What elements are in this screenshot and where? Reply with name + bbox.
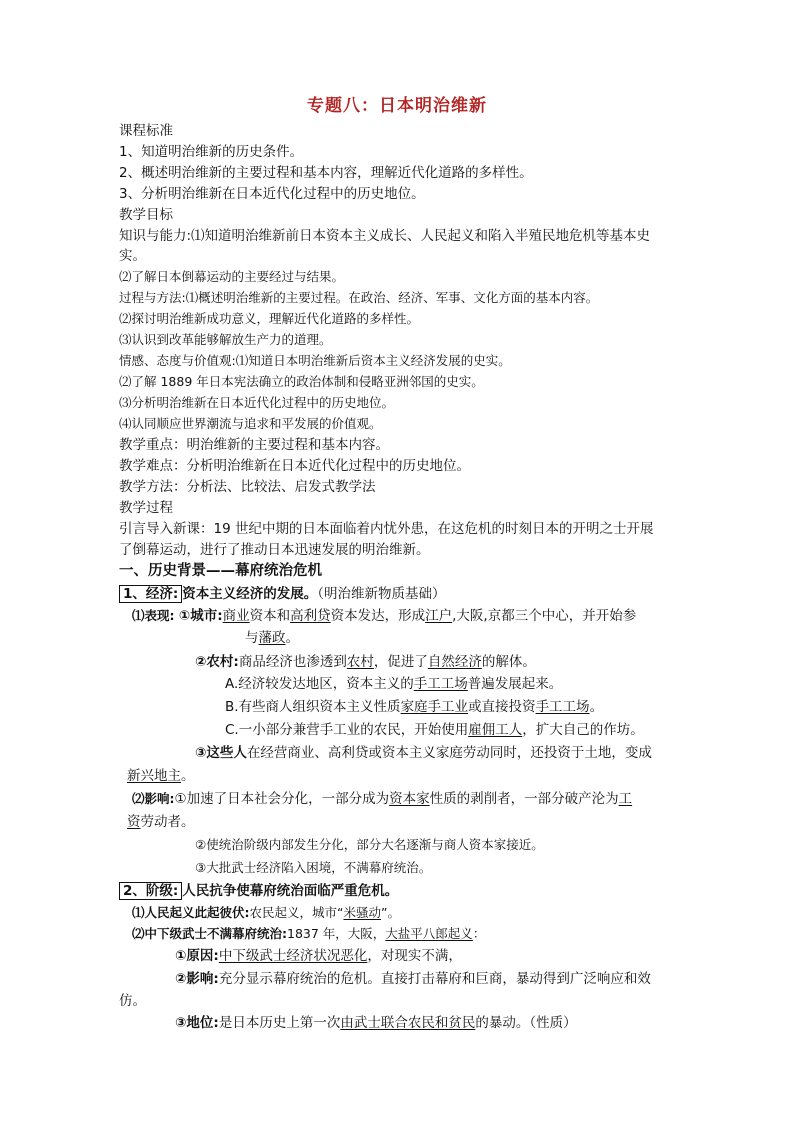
- status-line: [175, 1013, 577, 1033]
- term-capitalist: 资本家: [389, 791, 430, 807]
- term-natural-economy: 自然经济: [427, 654, 482, 670]
- rural-text: 的解体。: [481, 654, 536, 670]
- point-a-text: 普遍发展起来。: [467, 676, 563, 692]
- influence-text: 劳动者。: [140, 814, 195, 830]
- uprising-line: [132, 903, 400, 923]
- uprising-label: ⑴人民起义此起彼伏:: [132, 905, 250, 920]
- city-text: 资本发达，形成: [330, 608, 426, 624]
- cause-label: ①原因:: [175, 948, 219, 964]
- influence-text: ①加速了日本社会分化，一部分成为: [174, 791, 390, 807]
- samurai-line: [132, 924, 485, 944]
- goal-knowledge-1b: 实。: [119, 248, 146, 264]
- point-c-text: ，扩大自己的作坊。: [522, 722, 644, 738]
- point-b-text: 或直接投资: [468, 699, 536, 715]
- term-oshio-uprising: 大盐平八郎起义: [385, 926, 473, 941]
- term-edo: 江户: [425, 608, 453, 624]
- term-workshop: 手工工场: [535, 699, 590, 715]
- cause-text: ，对现实不满，: [367, 948, 462, 964]
- section-heading-background: 一、历史背景——幕府统治危机: [119, 563, 322, 579]
- teaching-focus: 教学重点：明治维新的主要过程和基本内容。: [119, 437, 389, 453]
- point-a: [225, 674, 562, 694]
- city-text: 与: [245, 630, 259, 646]
- class-label: 2、阶级:: [119, 882, 182, 900]
- teaching-method: 教学方法：分析法、比较法、启发式教学法: [119, 479, 376, 495]
- point-c: [225, 720, 644, 740]
- samurai-text: ：: [472, 926, 486, 941]
- term-usury: 高利贷: [290, 608, 331, 624]
- cause-line: [175, 946, 462, 966]
- point-b-text: B.有些商人组织资本主义性质: [225, 699, 401, 715]
- effect-text: 充分显示幕府统治的危机。直接打击幕府和巨商，暴动得到广泛响应和效: [218, 971, 651, 987]
- status-label: ③地位:: [175, 1015, 219, 1031]
- term-new-landlord: 新兴地主: [127, 768, 181, 784]
- rural-line: [195, 652, 536, 672]
- these-people-line-2: [127, 766, 195, 786]
- curriculum-item-1: 1、知道明治维新的历史条件。: [119, 144, 304, 160]
- teaching-difficulty: 教学难点：分析明治维新在日本近代化过程中的历史地位。: [119, 458, 470, 474]
- these-people-text: 在经营商业、高利贷或资本主义家庭劳动同时，还投资于土地，变成: [246, 745, 652, 761]
- term-wage: 资: [127, 814, 141, 830]
- term-commerce: 商业: [222, 608, 250, 624]
- city-text: 。: [285, 630, 299, 646]
- effect-line-2: 仿。: [119, 993, 146, 1009]
- intro-line-2: 了倒幕运动，进行了推动日本迅速发展的明治维新。: [119, 542, 430, 558]
- effect-line: [175, 969, 651, 989]
- intro-line-1: 引言导入新课：19 世纪中期的日本面临着内忧外患，在这危机的时刻日本的开明之士开展: [119, 521, 654, 537]
- status-text: 是日本历史上第一次: [218, 1015, 341, 1031]
- term-wage: 工: [618, 791, 633, 807]
- influence-line-2: [127, 812, 195, 832]
- term-hired-workers: 雇佣工人: [468, 722, 523, 738]
- economy-line: [119, 584, 446, 604]
- city-line: [132, 606, 636, 626]
- term-countryside: 农村: [346, 654, 374, 670]
- city-label: ①城市:: [178, 608, 223, 624]
- city-line-2: [245, 628, 299, 648]
- goal-emotion-2: ⑵了解 1889 年日本宪法确立的政治体制和侵略亚洲邻国的史实。: [119, 374, 484, 389]
- point-b-text: 。: [589, 699, 604, 715]
- process-heading: 教学过程: [119, 500, 173, 516]
- goal-process-1: 过程与方法:⑴概述明治维新的主要过程。在政治、经济、军事、文化方面的基本内容。: [119, 290, 599, 305]
- these-people-text: 。: [181, 768, 195, 784]
- city-text: 资本和: [249, 608, 291, 624]
- goals-heading: 教学目标: [119, 207, 173, 223]
- class-text: 人民抗争使幕府统治面临严重危机。: [182, 883, 399, 899]
- influence-line: [132, 789, 632, 809]
- influence-3: ③大批武士经济陷入困境，不满幕府统治。: [195, 860, 432, 875]
- economy-note: （明治维新物质基础）: [317, 586, 446, 602]
- term-economic-decline: 中下级武士经济状况恶化: [218, 948, 368, 964]
- status-text: 的暴动。（性质）: [475, 1015, 577, 1031]
- point-a-text: A.经济较发达地区，资本主义的: [225, 676, 414, 692]
- goal-emotion-4: ⑷认同顺应世界潮流与追求和平发展的价值观。: [119, 416, 382, 431]
- samurai-text: 1837 年，大阪，: [287, 926, 386, 941]
- term-samurai-alliance: 由武士联合农民和贫民: [340, 1015, 476, 1031]
- rural-text: 商品经济也渗透到: [238, 654, 347, 670]
- these-people-line: [195, 743, 652, 763]
- effect-label: ②影响:: [175, 971, 219, 987]
- point-c-text: C.一小部分兼营手工业的农民，开始使用: [225, 722, 469, 738]
- goal-process-2: ⑵探讨明治维新成功意义，理解近代化道路的多样性。: [119, 311, 420, 326]
- economy-label: 1、经济:: [119, 585, 182, 603]
- page-title: 专题八：日本明治维新: [307, 96, 487, 116]
- term-rice-riot: 米骚动: [343, 905, 381, 920]
- influence-2: ②使统治阶级内部发生分化，部分大名逐渐与商人资本家接近。: [195, 837, 544, 852]
- samurai-label: ⑵中下级武士不满幕府统治:: [132, 926, 287, 941]
- term-family-handicraft: 家庭手工业: [400, 699, 469, 715]
- rural-text: ，促进了: [373, 654, 428, 670]
- influence-label: ⑵影响:: [132, 791, 175, 806]
- goal-process-3: ⑶认识到改革能够解放生产力的道理。: [119, 332, 332, 347]
- uprising-text: 农民起义，城市“: [249, 905, 344, 920]
- manifestation-label: ⑴表现:: [132, 608, 175, 623]
- point-b: [225, 697, 603, 717]
- goal-knowledge-2: ⑵了解日本倒幕运动的主要经过与结果。: [119, 269, 345, 284]
- curriculum-item-3: 3、分析明治维新在日本近代化过程中的历史地位。: [119, 186, 425, 202]
- curriculum-item-2: 2、概述明治维新的主要过程和基本内容，理解近代化道路的多样性。: [119, 165, 533, 181]
- goal-emotion-3: ⑶分析明治维新在日本近代化过程中的历史地位。: [119, 395, 395, 410]
- rural-label: ②农村:: [195, 654, 239, 670]
- these-people-label: ③这些人: [195, 745, 247, 761]
- uprising-text: ”。: [381, 905, 400, 920]
- curriculum-heading: 课程标准: [119, 123, 173, 139]
- term-workshop: 手工工场: [413, 676, 468, 692]
- influence-text: 性质的剥削者，一部分破产沦为: [429, 791, 619, 807]
- goal-knowledge-1a: 知识与能力:⑴知道明治维新前日本资本主义成长、人民起义和陷入半殖民地危机等基本史: [119, 228, 651, 244]
- economy-text: 资本主义经济的发展。: [182, 586, 318, 602]
- goal-emotion-1: 情感、态度与价值观:⑴知道日本明治维新后资本主义经济发展的史实。: [119, 353, 511, 368]
- city-text: ,大阪,京都三个中心，并开始参: [452, 608, 637, 624]
- class-line: [119, 881, 398, 901]
- term-han-politics: 藩政: [258, 630, 286, 646]
